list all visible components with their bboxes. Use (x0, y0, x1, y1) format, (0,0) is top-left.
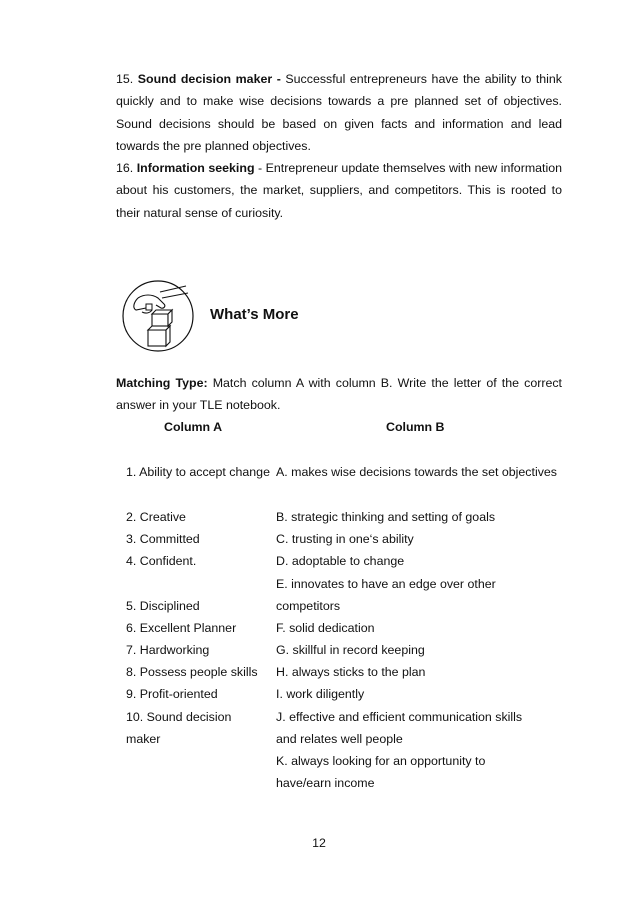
paragraph-text: Successful entrepreneurs have the ability to think quickly and to make wise decisions towards a pre planned set of objectives. Sound decisions should be based on given facts and information and lead towards the pre planned objectives. (116, 72, 562, 153)
column-b-item: G. skillful in record keeping (276, 643, 425, 657)
column-a-item: 8. Possess people skills (126, 665, 258, 679)
column-b-item: J. effective and efficient communication skills and relates well people (276, 710, 523, 747)
column-a-item: 1. Ability to accept change (126, 465, 270, 479)
term-sound-decision-maker: Sound decision maker - (137, 72, 281, 86)
column-a-item: 9. Profit-oriented (126, 687, 218, 701)
term-information-seeking: Information seeking (136, 161, 255, 175)
paragraph-16 (116, 157, 562, 224)
column-a-item: 3. Committed (126, 532, 200, 546)
column-a-item: 7. Hardworking (126, 643, 210, 657)
column-b-header: Column B (386, 420, 445, 434)
instructions (116, 372, 562, 417)
column-a-item: 6. Excellent Planner (126, 621, 237, 635)
column-b-item: B. strategic thinking and setting of goals (276, 510, 496, 524)
column-b-item: I. work diligently (276, 687, 365, 701)
column-b-item: H. always sticks to the plan (276, 665, 426, 679)
column-a-item: 10. Sound decision maker (126, 710, 232, 747)
section-title: What’s More (210, 306, 299, 323)
instructions-text: Match column A with column B. Write the letter of the correct answer in your TLE notebook. (116, 376, 562, 413)
column-b-item: D. adoptable to change (276, 554, 405, 568)
column-a-item: 2. Creative (126, 510, 186, 524)
column-b-item: K. always looking for an opportunity to have/earn income (276, 754, 486, 791)
column-a-header: Column A (164, 420, 223, 434)
column-b-item: C. trusting in one‘s ability (276, 532, 414, 546)
hand-stacking-blocks-icon (120, 278, 198, 354)
column-a-item: 5. Disciplined (126, 599, 200, 613)
paragraph-text: - Entrepreneur update themselves with new information about his customers, the market, suppliers, and competitors. This is rooted to their natural sense of curiosity. (116, 161, 563, 220)
page-number: 12 (312, 836, 326, 850)
instructions-label: Matching Type: (116, 376, 208, 390)
paragraph-15 (116, 68, 562, 157)
column-a-item: 4. Confident. (126, 554, 197, 568)
item-number: 16. (116, 161, 134, 175)
item-number: 15. (116, 72, 134, 86)
column-b-item: E. innovates to have an edge over other competitors (276, 577, 496, 614)
column-b-item: A. makes wise decisions towards the set objectives (276, 465, 557, 479)
column-b-item: F. solid dedication (276, 621, 375, 635)
